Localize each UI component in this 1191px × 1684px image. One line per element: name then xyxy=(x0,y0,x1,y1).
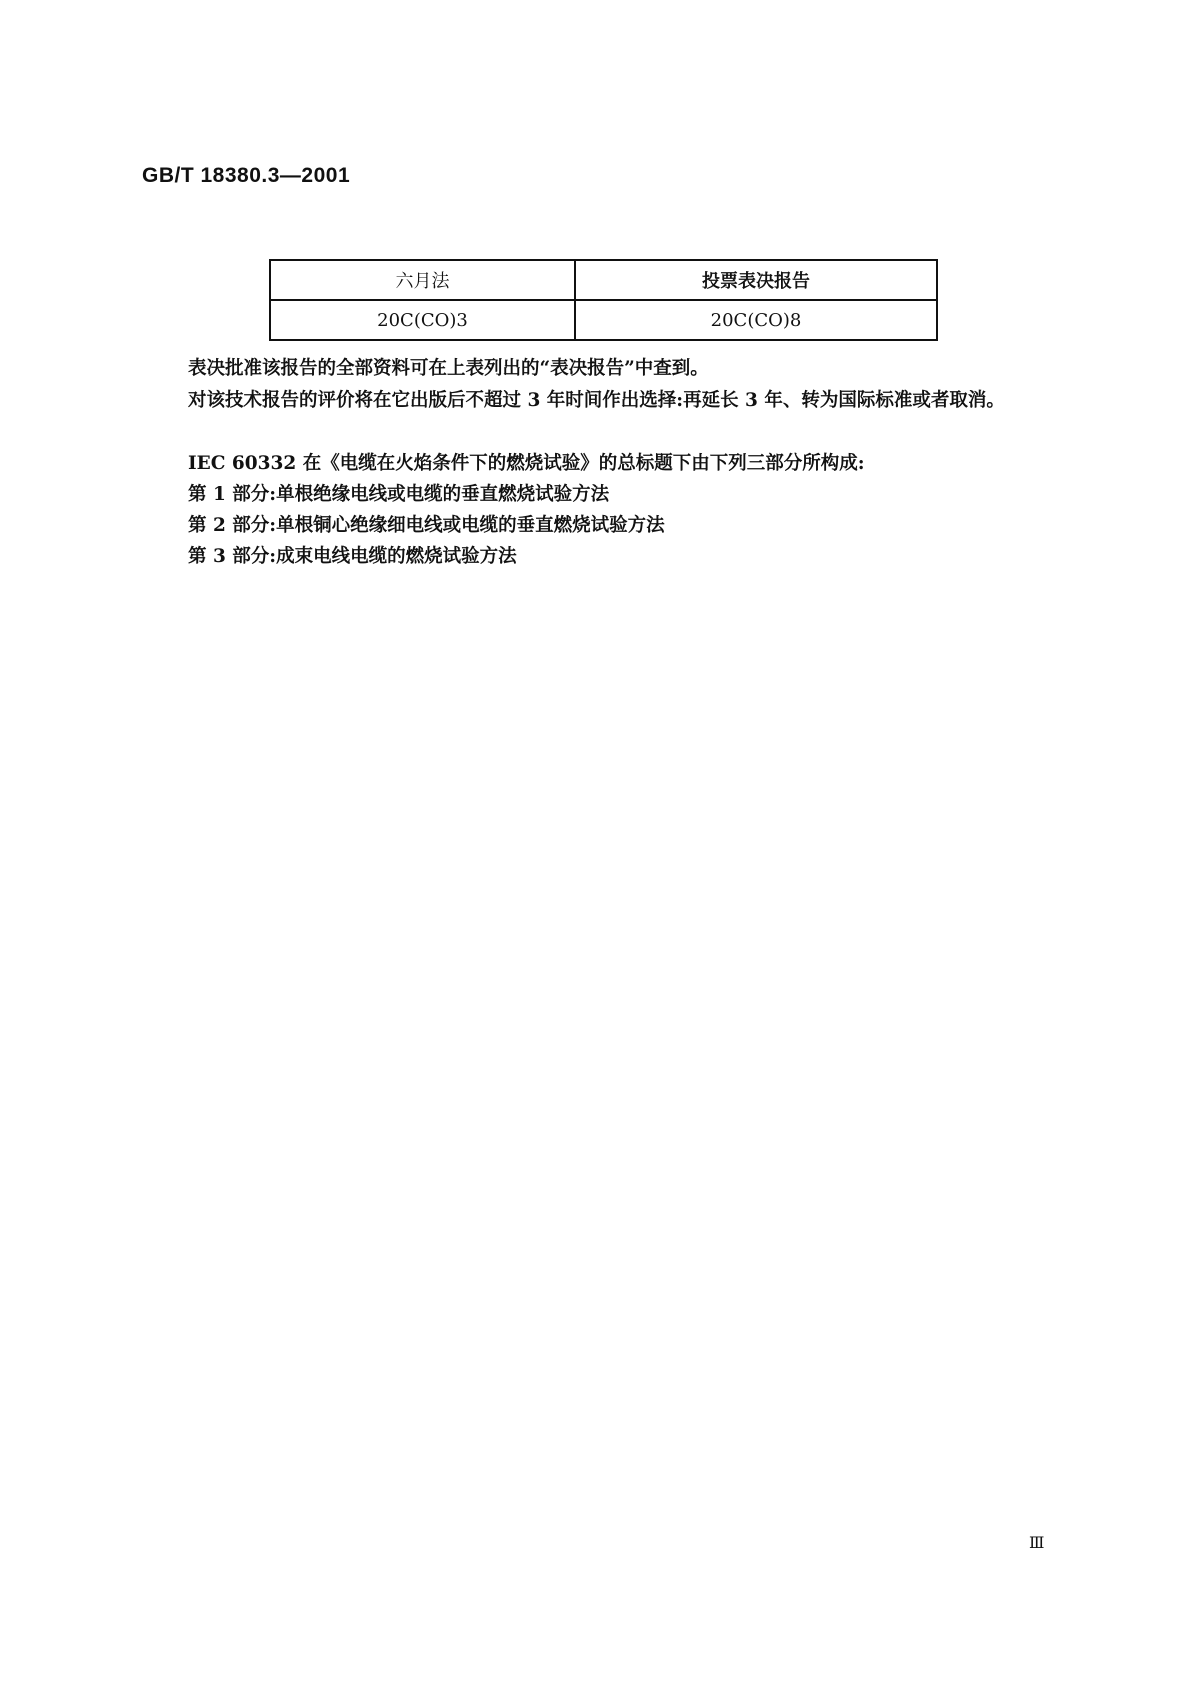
paragraph-review-period: 对该技术报告的评价将在它出版后不超过 3 年时间作出选择:再延长 3 年、转为国际标准或者取消。 xyxy=(188,390,1005,411)
voting-table xyxy=(269,259,938,341)
list-item: 第 3 部分:成束电线电缆的燃烧试验方法 xyxy=(188,546,517,567)
parts-list xyxy=(188,479,665,572)
page-number: Ⅲ xyxy=(1029,1533,1045,1552)
standard-number: GB/T 18380.3—2001 xyxy=(142,164,351,187)
table-header-row xyxy=(270,260,937,300)
table-header-cell: 投票表决报告 xyxy=(575,260,937,300)
table-row xyxy=(270,300,937,340)
list-item: 第 2 部分:单根铜心绝缘细电线或电缆的垂直燃烧试验方法 xyxy=(188,515,665,536)
list-item: 第 1 部分:单根绝缘电线或电缆的垂直燃烧试验方法 xyxy=(188,484,610,505)
table-cell: 20C(CO)3 xyxy=(270,300,575,340)
table-header-cell: 六月法 xyxy=(270,260,575,300)
paragraph-approval-info: 表决批准该报告的全部资料可在上表列出的“表决报告”中查到。 xyxy=(188,358,709,379)
paragraph-series-intro: IEC 60332 在《电缆在火焰条件下的燃烧试验》的总标题下由下列三部分所构成: xyxy=(188,453,865,474)
table-cell: 20C(CO)8 xyxy=(575,300,937,340)
